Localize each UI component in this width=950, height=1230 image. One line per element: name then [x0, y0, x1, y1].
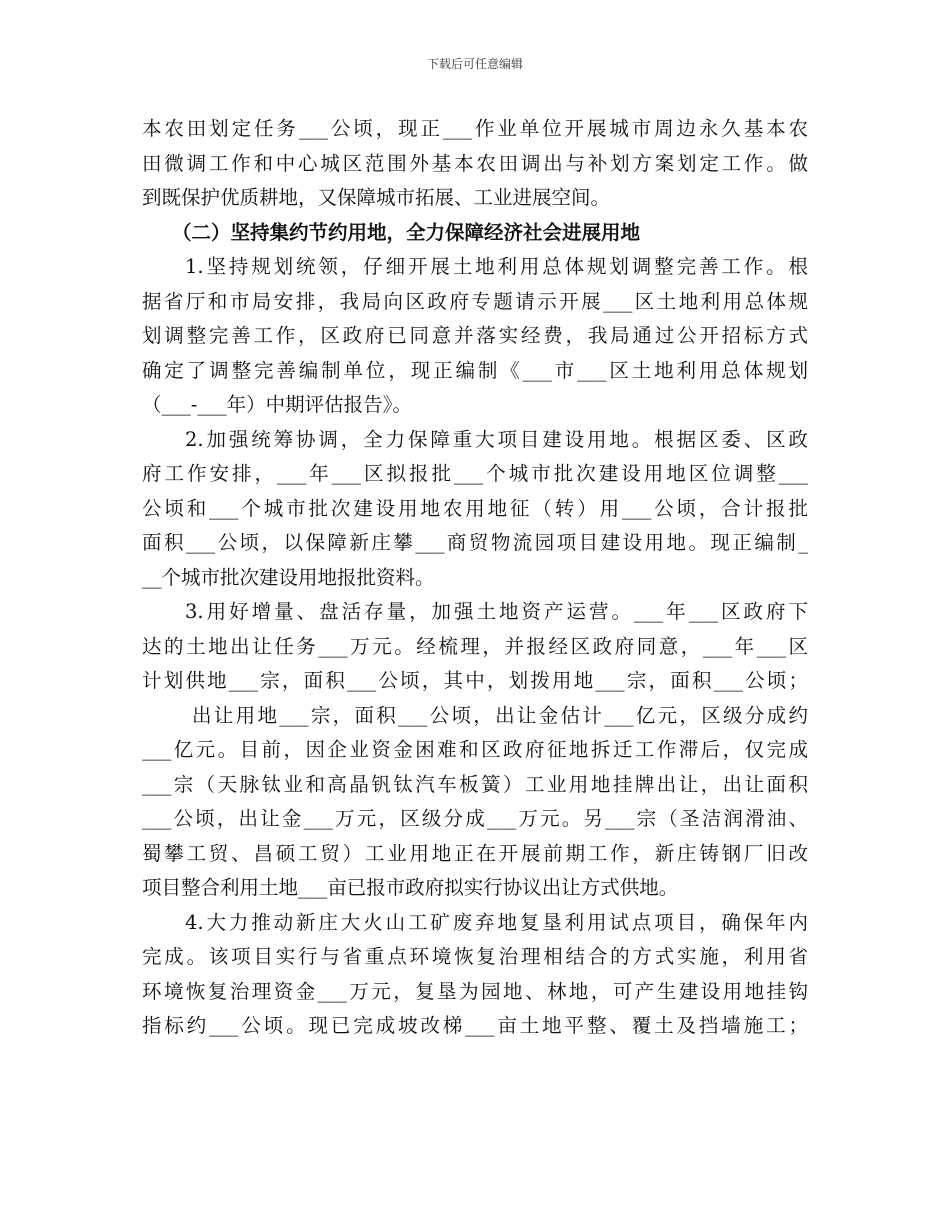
paragraph-line: 公顷和___个城市批次建设用地农用地征（转）用___公顷，合计报批 — [142, 496, 808, 520]
paragraph-line: 计划供地___宗，面积___公顷，其中，划拨用地___宗，面积___公顷； — [142, 669, 808, 692]
document-body — [142, 112, 808, 1044]
paragraph-line: 田微调工作和中心城区范围外基本农田调出与补划方案划定工作。做 — [142, 151, 808, 175]
paragraph-line: 达的土地出让任务___万元。经梳理，并报经区政府同意，___年___区 — [142, 634, 808, 658]
paragraph-line: 指标约___公顷。现已完成坡改梯___亩土地平整、覆土及挡墙施工； — [142, 1014, 808, 1037]
paragraph-line: __个城市批次建设用地报批资料。 — [142, 565, 435, 589]
header-note: 下载后可任意编辑 — [426, 57, 523, 71]
paragraph-line: 3.用好增量、盘活存量，加强土地资产运营。___年___区政府下 — [185, 600, 808, 623]
paragraph-line: 本农田划定任务___公顷，现正___作业单位开展城市周边永久基本农 — [142, 117, 808, 140]
paragraph-line: 项目整合利用土地___亩已报市政府拟实行协议出让方式供地。 — [142, 876, 679, 899]
paragraph-line: 面积___公顷，以保障新庄攀___商贸物流园项目建设用地。现正编制_ — [142, 531, 808, 554]
paragraph-line: 1.坚持规划统领，仔细开展土地利用总体规划调整完善工作。根 — [185, 255, 808, 278]
paragraph-line: 府工作安排，___年___区拟报批___个城市批次建设用地区位调整___ — [142, 462, 808, 485]
paragraph-line: 完成。该项目实行与省重点环境恢复治理相结合的方式实施，利用省 — [142, 945, 808, 968]
paragraph-line: 环境恢复治理资金___万元，复垦为园地、林地，可产生建设用地挂钩 — [142, 979, 808, 1003]
paragraph-line: ___公顷，出让金___万元，区级分成___万元。另___宗（圣洁润滑油、 — [142, 807, 808, 830]
paragraph-line: 4.大力推动新庄大火山工矿废弃地复垦利用试点项目，确保年内 — [185, 910, 808, 934]
paragraph-line: 到既保护优质耕地，又保障城市拓展、工业进展空间。 — [142, 186, 611, 209]
paragraph-line: 据省厅和市局安排，我局向区政府专题请示开展___区土地利用总体规 — [142, 289, 808, 313]
paragraph-line: （___-___年）中期评估报告》。 — [142, 393, 412, 416]
paragraph-line: 蜀攀工贸、昌硕工贸）工业用地正在开展前期工作，新庄铸钢厂旧改 — [142, 841, 808, 865]
paragraph-line: ___亿元。目前，因企业资金困难和区政府征地拆迁工作滞后，仅完成 — [142, 738, 808, 761]
paragraph-line: 确定了调整完善编制单位，现正编制《___市___区土地利用总体规划 — [142, 358, 808, 382]
section-heading: （二）坚持集约节约用地，全力保障经济社会进展用地 — [172, 220, 641, 244]
paragraph-line: 划调整完善工作，区政府已同意并落实经费，我局通过公开招标方式 — [142, 324, 808, 347]
paragraph-line: ___宗（天脉钛业和高晶钒钛汽车板簧）工业用地挂牌出让，出让面积 — [142, 772, 808, 796]
paragraph-line: 出让用地___宗，面积___公顷，出让金估计___亿元，区级分成约 — [192, 703, 808, 727]
paragraph-line: 2.加强统筹协调，全力保障重大项目建设用地。根据区委、区政 — [185, 427, 808, 451]
